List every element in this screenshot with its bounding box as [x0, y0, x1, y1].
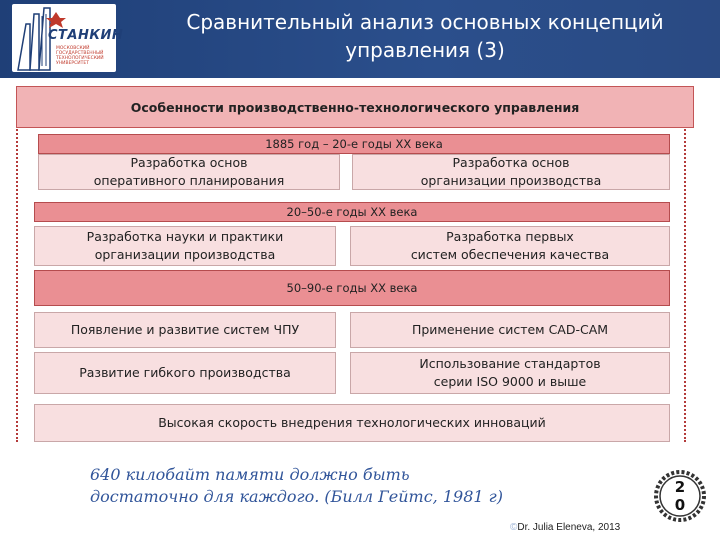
period-3-row-2-left-box — [34, 352, 336, 394]
page-title — [130, 8, 720, 64]
page-number-digit-1: 2 — [674, 478, 686, 496]
copyright-icon: © — [510, 522, 518, 533]
period-1-right-box — [352, 154, 670, 190]
period-3-row-2-left-text: Развитие гибкого производства — [79, 365, 291, 380]
frame-right-border — [684, 90, 686, 442]
author-credit-text: Dr. Julia Eleneva, 2013 — [517, 522, 621, 533]
period-1-label: 1885 год – 20-е годы ХХ века — [38, 134, 670, 154]
period-2-left-line-1: Разработка науки и практики — [86, 229, 284, 244]
period-2-left-line-2: организации производства — [94, 247, 276, 262]
period-3-bottom-box — [34, 404, 670, 442]
period-1-right-line-1: Разработка основ — [452, 155, 570, 170]
quote-line-2: достаточно для каждого. (Билл Гейтс, 1981 г) — [90, 487, 503, 506]
author-credit — [510, 522, 620, 533]
period-3-row-2-right-line-1: Использование стандартов — [419, 356, 601, 371]
quote-text — [90, 464, 570, 508]
period-2-left-box — [34, 226, 336, 266]
slide-header — [0, 0, 720, 78]
page-number — [660, 478, 700, 514]
period-1-left-line-1: Разработка основ — [130, 155, 248, 170]
period-2-right-box — [350, 226, 670, 266]
period-1-left-line-2: оперативного планирования — [93, 173, 285, 188]
period-2-label: 20–50-е годы ХХ века — [34, 202, 670, 222]
page-title-line-1: Сравнительный анализ основных концепций — [186, 10, 664, 34]
period-3-row-1-right-text: Применение систем CAD-CAM — [411, 322, 609, 337]
period-1-left-box — [38, 154, 340, 190]
period-3-row-2-right-line-2: серии ISO 9000 и выше — [433, 374, 587, 389]
period-3-label: 50–90-е годы ХХ века — [34, 270, 670, 306]
period-2-right-line-1: Разработка первых — [446, 229, 574, 244]
university-logo — [12, 4, 124, 72]
period-1-right-line-2: организации производства — [420, 173, 602, 188]
page-title-line-2: управления (3) — [345, 38, 505, 62]
period-3-bottom-text: Высокая скорость внедрения технологических инноваций — [158, 415, 546, 430]
period-3-row-1-left-text: Появление и развитие систем ЧПУ — [70, 322, 300, 337]
period-2-right-line-2: систем обеспечения качества — [410, 247, 610, 262]
period-3-row-2-right-box — [350, 352, 670, 394]
section-heading: Особенности производственно-технологического управления — [16, 86, 694, 128]
quote-line-1: 640 килобайт памяти должно быть — [90, 465, 410, 484]
page-number-digit-2: 0 — [674, 496, 686, 514]
frame-left-border — [16, 90, 18, 442]
period-3-row-1-left-box — [34, 312, 336, 348]
logo-wordmark: СТАНКИН — [48, 28, 124, 43]
period-3-row-1-right-box — [350, 312, 670, 348]
logo-subtitle: МОСКОВСКИЙ ГОСУДАРСТВЕННЫЙ ТЕХНОЛОГИЧЕСКИЙ УНИВЕРСИТЕТ — [56, 46, 104, 66]
